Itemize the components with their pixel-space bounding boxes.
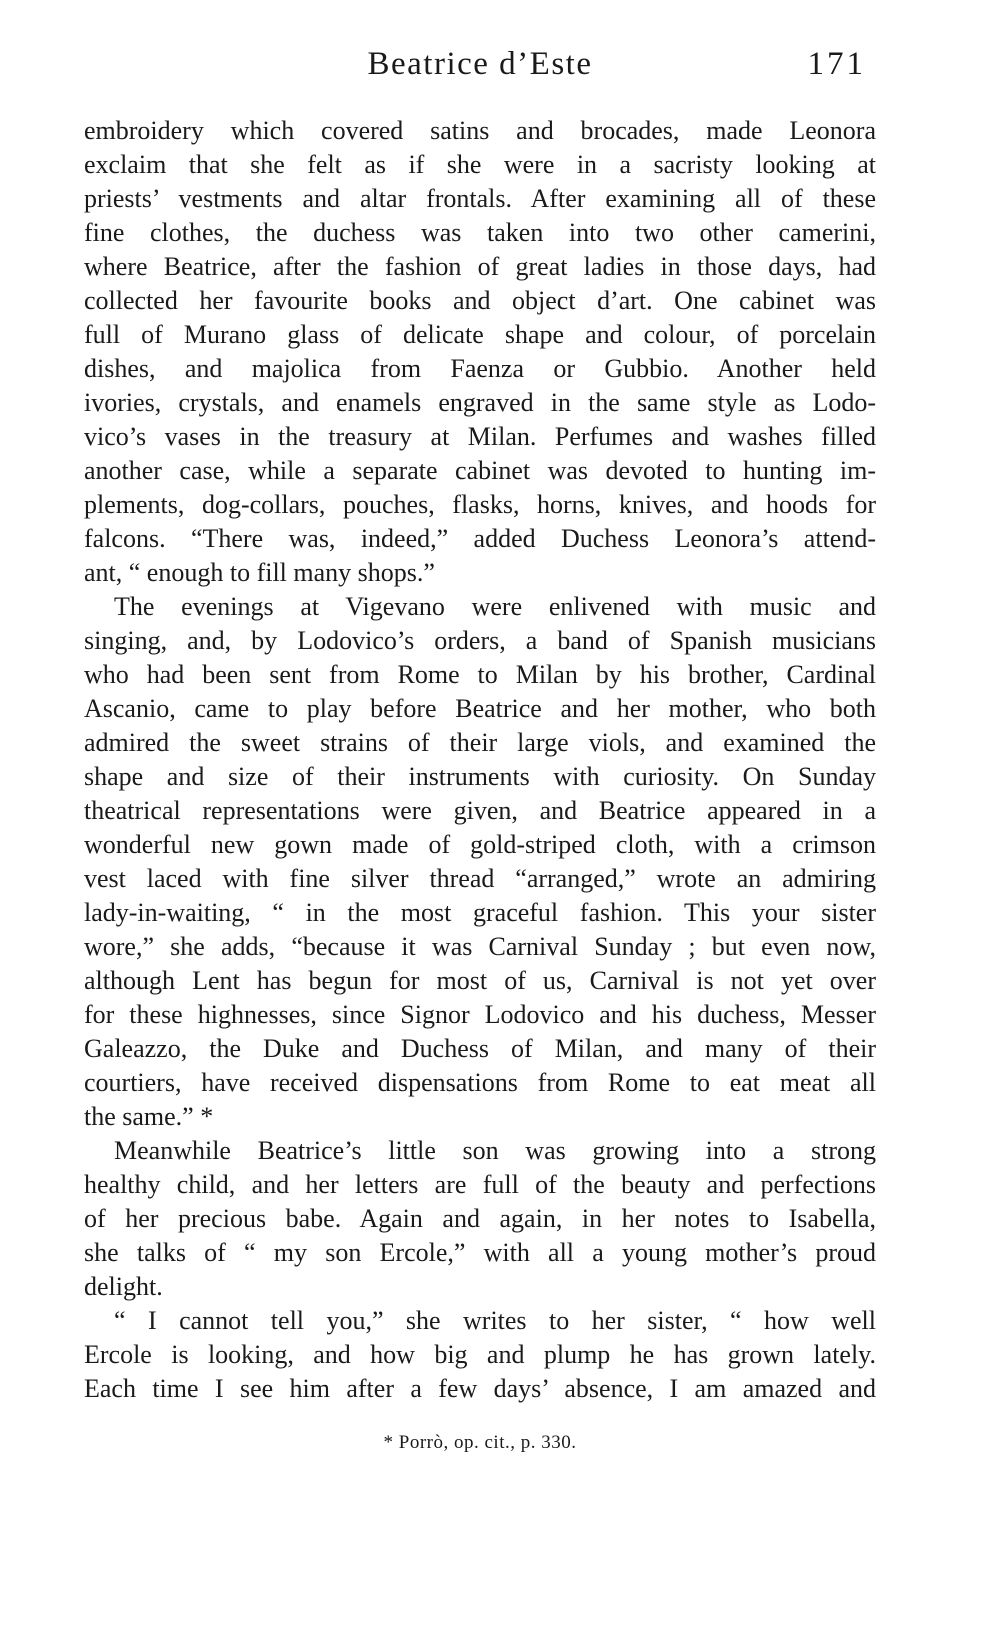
text-line: she talks of “ my son Ercole,” with all a young mother’s proud	[84, 1238, 876, 1267]
footnote: * Porrò, op. cit., p. 330.	[383, 1432, 577, 1453]
paragraph-start-line: “ I cannot tell you,” she writes to her sister, “ how well	[114, 1306, 876, 1335]
text-line: dishes, and majolica from Faenza or Gubbio. Another held	[84, 354, 876, 383]
text-line: of her precious babe. Again and again, in her notes to Isabella,	[84, 1204, 876, 1233]
text-line: wore,” she adds, “because it was Carnival Sunday ; but even now,	[84, 932, 876, 961]
text-line: priests’ vestments and altar frontals. After examining all of these	[84, 184, 876, 213]
text-line: collected her favourite books and object d’art. One cabinet was	[84, 286, 876, 315]
text-line: where Beatrice, after the fashion of great ladies in those days, had	[84, 252, 876, 281]
text-line: Ercole is looking, and how big and plump he has grown lately.	[84, 1340, 876, 1369]
body-text	[84, 114, 876, 1406]
text-line: admired the sweet strains of their large viols, and examined the	[84, 728, 876, 757]
running-title: Beatrice d’Este	[367, 46, 593, 82]
text-line: another case, while a separate cabinet was devoted to hunting im-	[84, 456, 876, 485]
text-line: ivories, crystals, and enamels engraved in the same style as Lodo-	[84, 388, 876, 417]
paragraph-end-line: delight.	[84, 1272, 163, 1301]
text-line: courtiers, have received dispensations from Rome to eat meat all	[84, 1068, 876, 1097]
text-line: fine clothes, the duchess was taken into two other camerini,	[84, 218, 876, 247]
text-line: shape and size of their instruments with curiosity. On Sunday	[84, 762, 876, 791]
text-line: who had been sent from Rome to Milan by his brother, Cardinal	[84, 660, 876, 689]
text-line: embroidery which covered satins and brocades, made Leonora	[84, 116, 876, 145]
text-line: falcons. “There was, indeed,” added Duchess Leonora’s attend-	[84, 524, 876, 553]
book-page	[84, 40, 876, 1453]
page-number: 171	[807, 46, 866, 82]
text-line: plements, dog-collars, pouches, flasks, horns, knives, and hoods for	[84, 490, 876, 519]
running-head	[84, 40, 876, 90]
text-line: vest laced with fine silver thread “arranged,” wrote an admiring	[84, 864, 876, 893]
paragraph-start-line: The evenings at Vigevano were enlivened with music and	[114, 592, 876, 621]
paragraph-start-line: Meanwhile Beatrice’s little son was growing into a strong	[114, 1136, 876, 1165]
text-line: vico’s vases in the treasury at Milan. Perfumes and washes filled	[84, 422, 876, 451]
text-line: full of Murano glass of delicate shape and colour, of porcelain	[84, 320, 876, 349]
paragraph-end-line: the same.” *	[84, 1102, 214, 1131]
text-line: wonderful new gown made of gold-striped cloth, with a crimson	[84, 830, 876, 859]
paragraph-end-line: ant, “ enough to fill many shops.”	[84, 558, 435, 587]
text-line: although Lent has begun for most of us, Carnival is not yet over	[84, 966, 876, 995]
text-line: exclaim that she felt as if she were in a sacristy looking at	[84, 150, 876, 179]
text-line: Ascanio, came to play before Beatrice and her mother, who both	[84, 694, 876, 723]
text-line: theatrical representations were given, and Beatrice appeared in a	[84, 796, 876, 825]
text-line: Each time I see him after a few days’ absence, I am amazed and	[84, 1374, 876, 1403]
text-line: for these highnesses, since Signor Lodovico and his duchess, Messer	[84, 1000, 876, 1029]
text-line: Galeazzo, the Duke and Duchess of Milan, and many of their	[84, 1034, 876, 1063]
text-line: healthy child, and her letters are full of the beauty and perfections	[84, 1170, 876, 1199]
text-line: lady-in-waiting, “ in the most graceful fashion. This your sister	[84, 898, 876, 927]
text-line: singing, and, by Lodovico’s orders, a band of Spanish musicians	[84, 626, 876, 655]
